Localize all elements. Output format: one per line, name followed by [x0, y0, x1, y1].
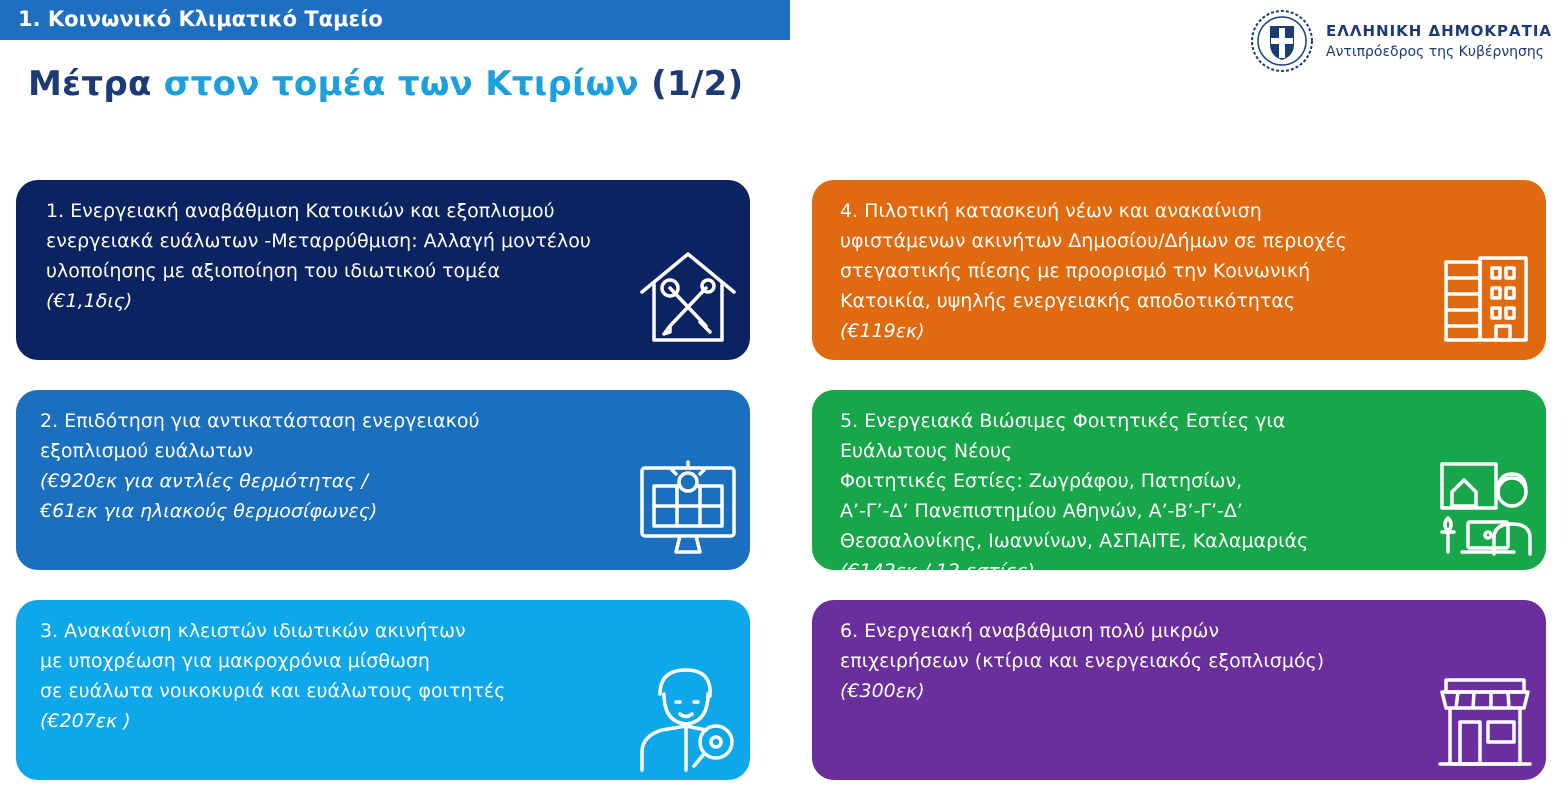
- card-text-line: ενεργειακά ευάλωτων -Μεταρρύθμιση: Αλλαγή μοντέλου: [46, 230, 591, 252]
- republic-label: ΕΛΛΗΝΙΚΗ ΔΗΜΟΚΡΑΤΙΑ: [1326, 22, 1553, 40]
- card-text-line: Ευάλωτους Νέους: [840, 440, 1013, 462]
- card-text-line: επιχειρήσεων (κτίρια και ενεργειακός εξοπλισμός): [840, 650, 1325, 672]
- measure-card-2: [16, 390, 750, 570]
- card-cost: (€207εκ ): [40, 710, 131, 732]
- card-text-line: Θεσσαλονίκης, Ιωαννίνων, ΑΣΠΑΙΤΕ, Καλαμαριάς: [840, 530, 1309, 552]
- card-text-line: 3. Ανακαίνιση κλειστών ιδιωτικών ακινήτων: [40, 620, 466, 642]
- shop-storefront-icon: [1436, 678, 1534, 768]
- measure-card-3: [16, 600, 750, 780]
- card-cost: (€920εκ για αντλίες θερμότητας /: [40, 470, 368, 492]
- card-text-line: στεγαστικής πίεσης με προορισμό την Κοινωνική: [840, 260, 1311, 282]
- greek-emblem-icon: [1248, 8, 1318, 74]
- card-text-line: Φοιτητικές Εστίες: Ζωγράφου, Πατησίων,: [840, 470, 1243, 492]
- apartment-building-icon: [1440, 256, 1532, 344]
- card-text-line: 5. Ενεργειακά Βιώσιμες Φοιτητικές Εστίες για: [840, 410, 1286, 432]
- card-text-line: υλοποίησης με αξιοποίηση του ιδιωτικού τομέα: [46, 260, 501, 282]
- section-banner: 1. Κοινωνικό Κλιματικό Ταμείο: [0, 0, 790, 40]
- title-part1: Μέτρα: [28, 64, 152, 104]
- student-laptop-icon: [1438, 462, 1538, 556]
- card-text-line: 6. Ενεργειακή αναβάθμιση πολύ μικρών: [840, 620, 1220, 642]
- card-text-line: 1. Ενεργειακή αναβάθμιση Κατοικιών και εξοπλισμού: [46, 200, 555, 222]
- measure-card-4: [812, 180, 1546, 360]
- card-text-line: με υποχρέωση για μακροχρόνια μίσθωση: [40, 650, 430, 672]
- card-cost: (€119εκ): [840, 320, 925, 342]
- title-accent: στον τομέα των Κτιρίων: [163, 64, 639, 104]
- title-part2: (1/2): [651, 64, 744, 104]
- card-cost: (€300εκ): [840, 680, 925, 702]
- card-cost: (€1,1δις): [46, 290, 133, 312]
- measure-card-6: [812, 600, 1546, 780]
- card-text-line: 4. Πιλοτική κατασκευή νέων και ανακαίνιση: [840, 200, 1262, 222]
- card-text-line: υφιστάμενων ακινήτων Δημοσίου/Δήμων σε περιοχές: [840, 230, 1347, 252]
- card-text-line: εξοπλισμού ευάλωτων: [40, 440, 254, 462]
- government-logo: [1248, 8, 1564, 74]
- card-text-line: σε ευάλωτα νοικοκυριά και ευάλωτους φοιτητές: [40, 680, 506, 702]
- office-label: Αντιπρόεδρος της Κυβέρνησης: [1326, 44, 1544, 60]
- measure-card-1: [16, 180, 750, 360]
- person-key-icon: [638, 664, 738, 772]
- solar-panel-monitor-icon: [636, 458, 740, 558]
- card-text-line: Α’-Γ’-Δ’ Πανεπιστημίου Αθηνών, Α’-Β’-Γ’-Δ’: [840, 500, 1243, 522]
- card-cost: €61εκ για ηλιακούς θερμοσίφωνες): [40, 500, 378, 522]
- page-title: [28, 64, 743, 104]
- card-text-line: 2. Επιδότηση για αντικατάσταση ενεργειακού: [40, 410, 480, 432]
- house-tools-icon: [636, 250, 740, 346]
- card-text-line: Κατοικία, υψηλής ενεργειακής αποδοτικότητας: [840, 290, 1295, 312]
- measure-card-5: [812, 390, 1546, 582]
- card-cost: (€142εκ / 12 εστίες): [840, 560, 1035, 582]
